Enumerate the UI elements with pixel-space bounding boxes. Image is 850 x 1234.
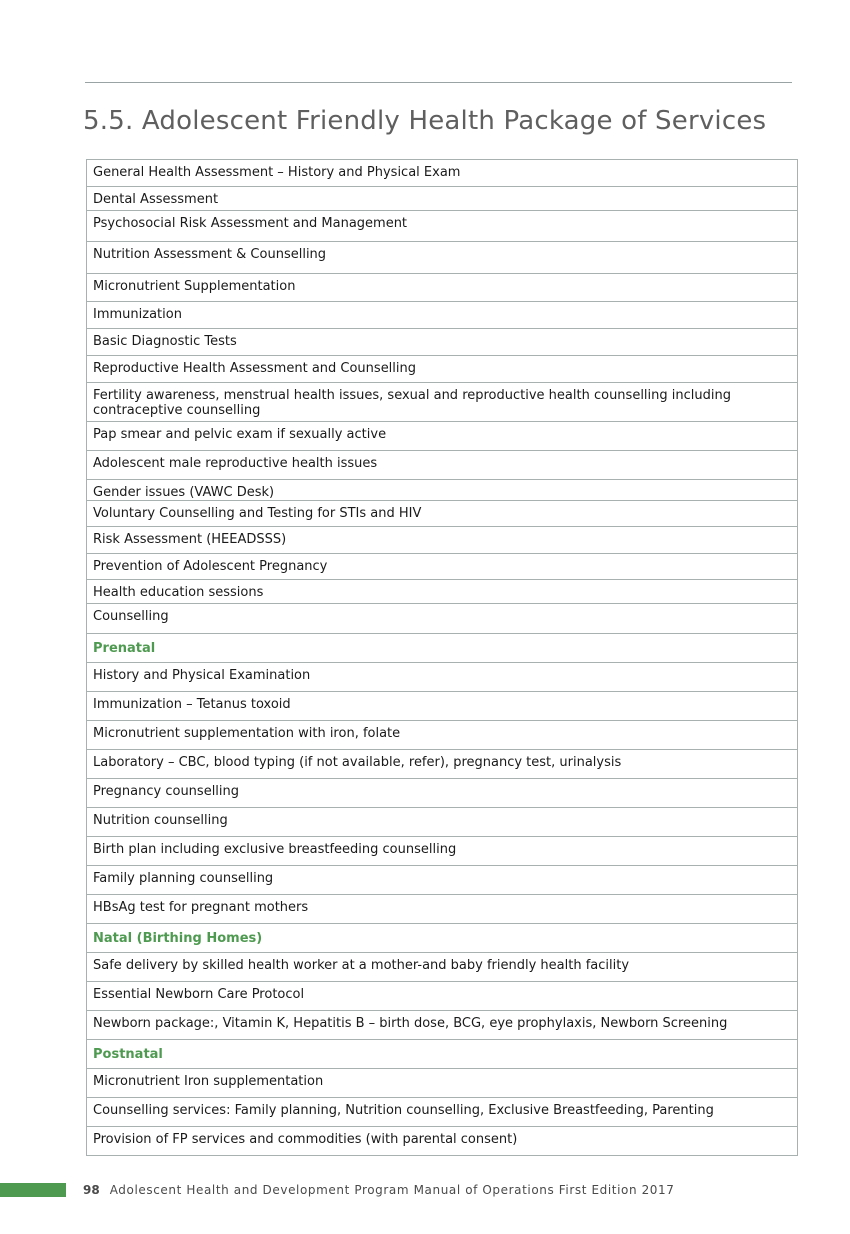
service-row xyxy=(87,779,798,808)
service-cell: Prevention of Adolescent Pregnancy xyxy=(87,554,798,580)
service-cell: Laboratory – CBC, blood typing (if not available, refer), pregnancy test, urinalysis xyxy=(87,750,798,779)
service-row xyxy=(87,750,798,779)
section-heading-row xyxy=(87,924,798,953)
header-rule xyxy=(85,82,792,83)
service-row xyxy=(87,721,798,750)
page-title: 5.5. Adolescent Friendly Health Package of Services xyxy=(83,106,767,136)
service-cell: Essential Newborn Care Protocol xyxy=(87,982,798,1011)
service-row xyxy=(87,895,798,924)
page-footer xyxy=(83,1183,675,1197)
section-heading-cell: Prenatal xyxy=(87,634,798,663)
service-cell: Micronutrient Iron supplementation xyxy=(87,1069,798,1098)
service-cell: Family planning counselling xyxy=(87,866,798,895)
page-number: 98 xyxy=(83,1183,100,1197)
service-row xyxy=(87,554,798,580)
service-row xyxy=(87,837,798,866)
service-row xyxy=(87,329,798,356)
service-row xyxy=(87,580,798,604)
service-cell: Voluntary Counselling and Testing for STIs and HIV xyxy=(87,501,798,527)
section-heading-row xyxy=(87,1040,798,1069)
service-row xyxy=(87,808,798,837)
service-cell: General Health Assessment – History and Physical Exam xyxy=(87,160,798,187)
service-row xyxy=(87,982,798,1011)
service-row xyxy=(87,1011,798,1040)
service-row xyxy=(87,1069,798,1098)
service-cell: Micronutrient supplementation with iron, folate xyxy=(87,721,798,750)
service-row xyxy=(87,1098,798,1127)
service-cell: Safe delivery by skilled health worker at a mother-and baby friendly health facility xyxy=(87,953,798,982)
footer-text: Adolescent Health and Development Program Manual of Operations First Edition 2017 xyxy=(109,1183,675,1197)
service-row xyxy=(87,1127,798,1156)
service-row xyxy=(87,953,798,982)
services-table xyxy=(86,159,798,1156)
service-row xyxy=(87,274,798,302)
service-row xyxy=(87,451,798,480)
service-row xyxy=(87,242,798,274)
service-row xyxy=(87,663,798,692)
service-cell: Psychosocial Risk Assessment and Management xyxy=(87,211,798,242)
section-heading-cell: Natal (Birthing Homes) xyxy=(87,924,798,953)
service-cell: Reproductive Health Assessment and Counselling xyxy=(87,356,798,383)
service-cell: Nutrition counselling xyxy=(87,808,798,837)
service-cell: Counselling xyxy=(87,604,798,634)
service-row xyxy=(87,422,798,451)
service-row xyxy=(87,604,798,634)
service-row xyxy=(87,527,798,554)
service-cell: Nutrition Assessment & Counselling xyxy=(87,242,798,274)
service-row xyxy=(87,692,798,721)
section-heading-cell: Postnatal xyxy=(87,1040,798,1069)
service-row xyxy=(87,187,798,211)
service-cell: Immunization – Tetanus toxoid xyxy=(87,692,798,721)
service-cell: Immunization xyxy=(87,302,798,329)
service-row xyxy=(87,211,798,242)
service-cell: Newborn package:, Vitamin K, Hepatitis B – birth dose, BCG, eye prophylaxis, Newborn Screening xyxy=(87,1011,798,1040)
service-cell: Basic Diagnostic Tests xyxy=(87,329,798,356)
service-row xyxy=(87,356,798,383)
service-cell: Adolescent male reproductive health issues xyxy=(87,451,798,480)
service-cell: History and Physical Examination xyxy=(87,663,798,692)
service-row xyxy=(87,480,798,501)
service-cell: Pap smear and pelvic exam if sexually active xyxy=(87,422,798,451)
service-cell: Risk Assessment (HEEADSSS) xyxy=(87,527,798,554)
service-row xyxy=(87,383,798,422)
service-row xyxy=(87,302,798,329)
service-cell: HBsAg test for pregnant mothers xyxy=(87,895,798,924)
service-row xyxy=(87,160,798,187)
service-cell: Dental Assessment xyxy=(87,187,798,211)
service-cell: Micronutrient Supplementation xyxy=(87,274,798,302)
service-row xyxy=(87,866,798,895)
service-cell: Counselling services: Family planning, Nutrition counselling, Exclusive Breastfeeding, Parenting xyxy=(87,1098,798,1127)
service-cell: Birth plan including exclusive breastfeeding counselling xyxy=(87,837,798,866)
service-cell: Health education sessions xyxy=(87,580,798,604)
service-row xyxy=(87,501,798,527)
service-cell: Fertility awareness, menstrual health issues, sexual and reproductive health counselling including contraceptive counselling xyxy=(87,383,798,422)
section-heading-row xyxy=(87,634,798,663)
service-cell: Pregnancy counselling xyxy=(87,779,798,808)
service-cell: Provision of FP services and commodities (with parental consent) xyxy=(87,1127,798,1156)
service-cell: Gender issues (VAWC Desk) xyxy=(87,480,798,501)
footer-accent-bar xyxy=(0,1183,66,1197)
